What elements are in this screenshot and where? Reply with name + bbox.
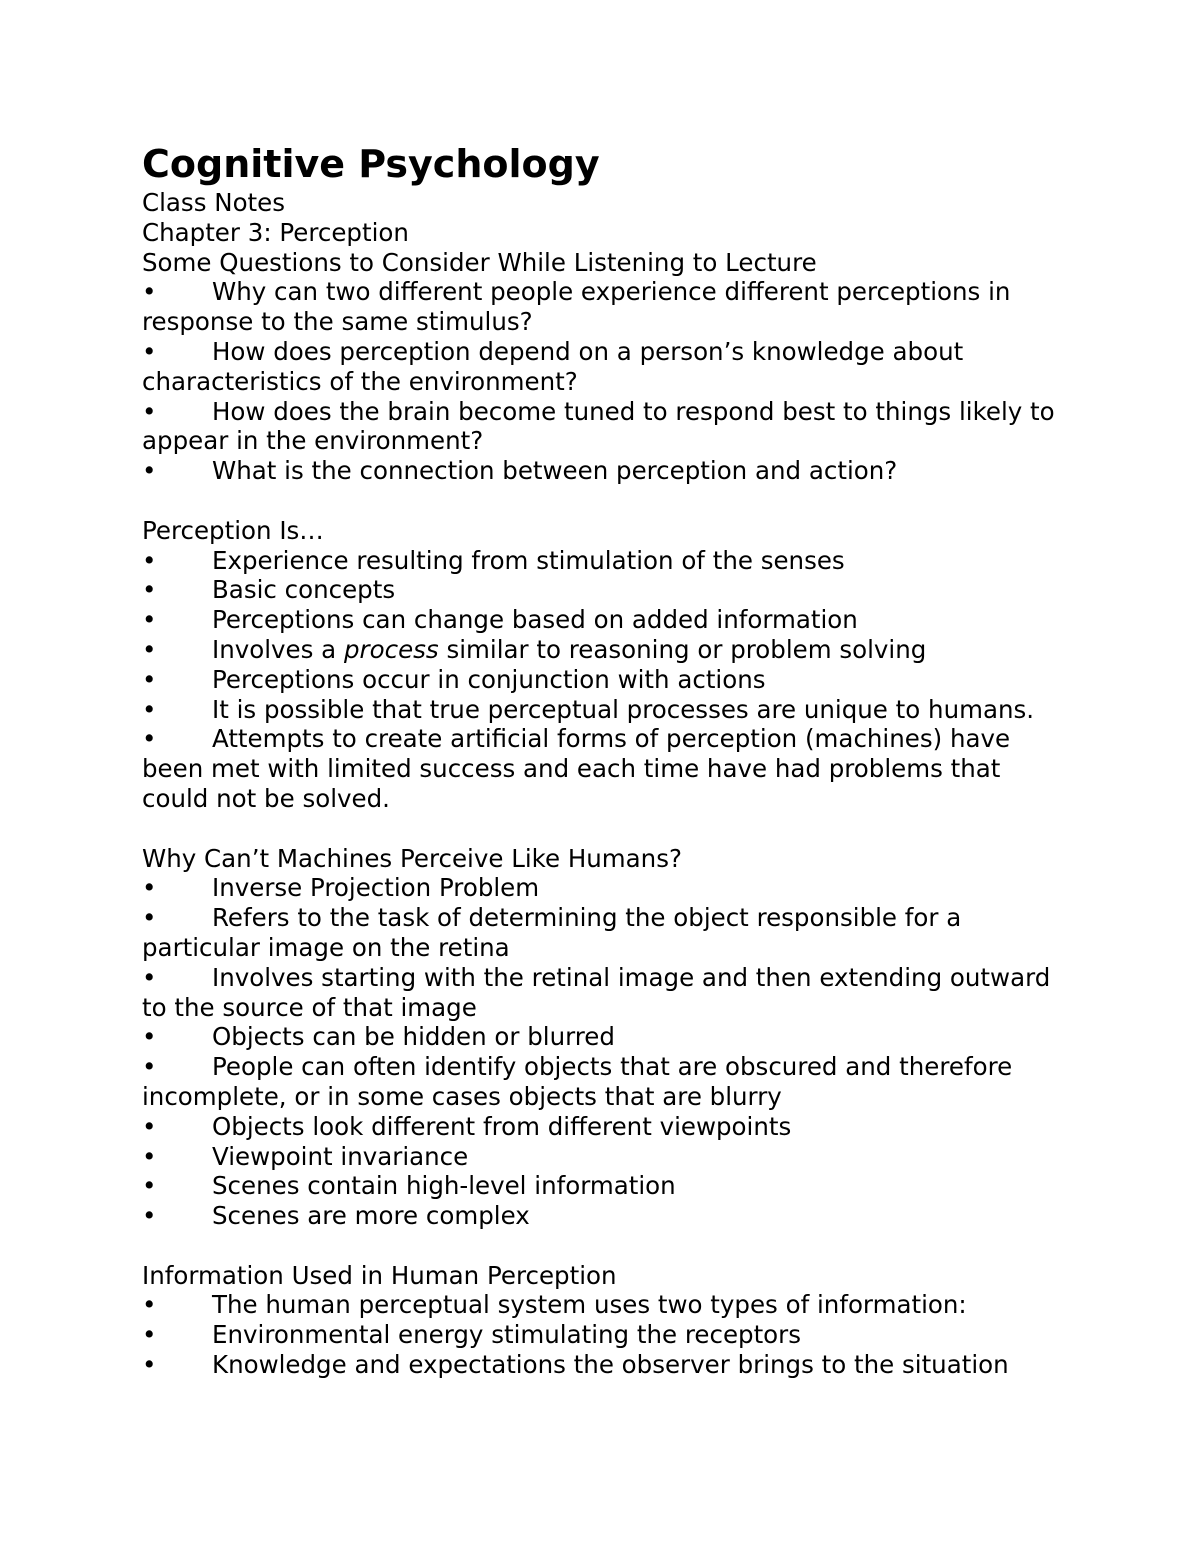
perception-is-list [142,546,1062,814]
questions-list [142,277,1062,486]
list-item: • Involves starting with the retinal image and then extending outward to the source of that image [142,962,1051,1022]
bullet-icon: • [142,962,157,992]
list-item: • It is possible that true perceptual processes are unique to humans. [142,694,1035,724]
list-item: • Basic concepts [142,575,396,605]
bullet-icon: • [142,903,157,933]
list-item: • Experience resulting from stimulation of the senses [142,545,845,575]
bullet-icon: • [142,605,157,635]
bullet-icon: • [142,694,157,724]
bullet-icon: • [142,634,157,664]
section-heading-machines: Why Can’t Machines Perceive Like Humans? [142,843,682,873]
bullet-icon: • [142,396,157,426]
list-item: • Involves a process similar to reasoning or problem solving [142,634,927,664]
bullet-icon: • [142,1052,157,1082]
bullet-icon: • [142,1320,157,1350]
chapter-heading: Chapter 3: Perception [142,217,409,247]
list-item: • How does perception depend on a person’s knowledge about characteristics of the environment? [142,336,964,396]
bullet-icon: • [142,873,157,903]
bullet-icon: • [142,1111,157,1141]
bullet-icon: • [142,1350,157,1380]
document-title: Cognitive Psychology [142,142,600,186]
list-item: • Why can two different people experience different perceptions in response to the same stimulus? [142,277,1011,337]
emphasis-process: process [343,634,439,664]
bullet-icon: • [142,456,157,486]
list-item: • People can often identify objects that are obscured and therefore incomplete, or in some cases objects that are blurry [142,1052,1013,1111]
list-item: • Scenes are more complex [142,1201,530,1231]
spacer [142,1231,1062,1261]
list-item: • How does the brain become tuned to respond best to things likely to appear in the environment? [142,396,1055,456]
list-item: • Inverse Projection Problem [142,873,540,903]
section-heading-information: Information Used in Human Perception [142,1260,617,1290]
bullet-icon: • [142,545,157,575]
bullet-icon: • [142,1201,157,1231]
list-item: • Environmental energy stimulating the receptors [142,1320,802,1350]
machines-list [142,873,1062,1231]
bullet-icon: • [142,1022,157,1052]
bullet-icon: • [142,1141,157,1171]
list-item: • Perceptions can change based on added information [142,605,858,635]
bullet-icon: • [142,1171,157,1201]
list-item: • Objects can be hidden or blurred [142,1022,615,1052]
spacer [142,814,1062,844]
bullet-icon: • [142,277,157,307]
information-list [142,1290,1062,1379]
bullet-icon: • [142,664,157,694]
list-item: • Attempts to create artificial forms of perception (machines) have been met with limited success and each time have had problems that could not be solved. [142,724,1011,813]
bullet-icon: • [142,724,157,754]
list-item: • The human perceptual system uses two types of information: [142,1290,967,1320]
bullet-icon: • [142,336,157,366]
bullet-icon: • [142,575,157,605]
spacer [142,486,1062,516]
list-item: • Viewpoint invariance [142,1141,469,1171]
bullet-icon: • [142,1290,157,1320]
list-item: • What is the connection between perception and action? [142,456,898,486]
list-item: • Refers to the task of determining the object responsible for a particular image on the retina [142,903,962,962]
list-item: • Objects look different from different viewpoints [142,1111,792,1141]
section-heading-questions: Some Questions to Consider While Listening to Lecture [142,247,817,277]
list-item: • Scenes contain high-level information [142,1171,676,1201]
section-heading-perception-is: Perception Is… [142,515,324,545]
document-page [142,140,1062,1380]
list-item: • Perceptions occur in conjunction with actions [142,664,766,694]
document-subtitle: Class Notes [142,188,286,217]
list-item: • Knowledge and expectations the observer brings to the situation [142,1350,1009,1380]
